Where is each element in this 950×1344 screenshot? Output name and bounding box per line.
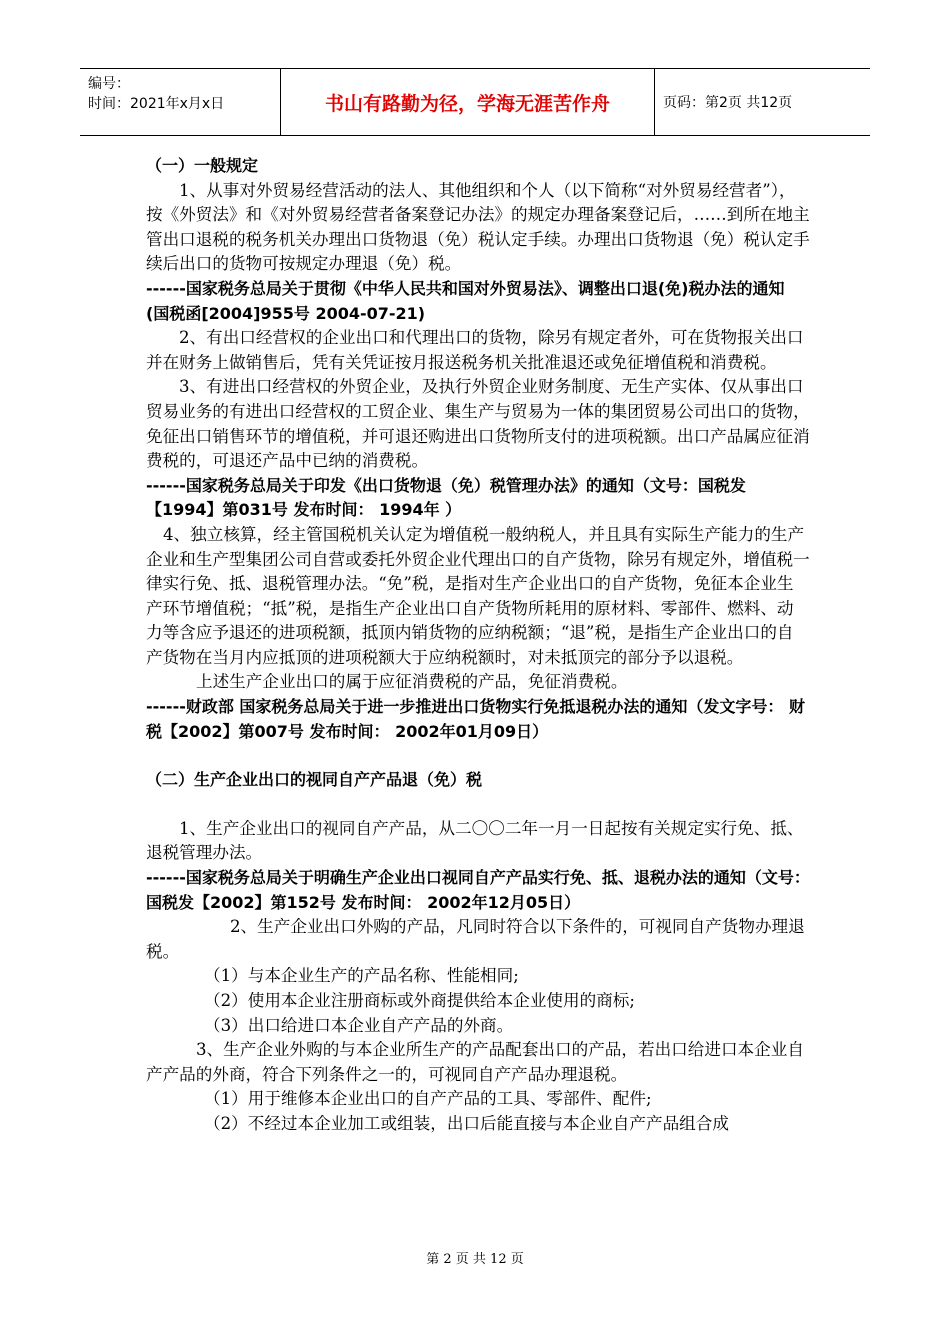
list-item-5: （2）不经过本企业加工或组装，出口后能直接与本企业自产产品组合成 [204,1113,729,1133]
section-heading-general: （一）一般规定 [146,156,259,175]
document-body [146,154,810,1137]
paragraph-7: 2、生产企业出口外购的产品，凡同时符合以下条件的，可视同自产货物办理退税。 [146,917,805,961]
section-heading-deemed-products: （二）生产企业出口的视同自产产品退（免）税 [146,770,483,790]
list-item-4: （1）用于维修本企业出口的自产产品的工具、零部件、配件; [204,1089,652,1109]
paragraph-5: 上述生产企业出口的属于应征消费税的产品，免征消费税。 [196,672,628,692]
header-meta [80,69,280,135]
paragraph-2: 2、有出口经营权的企业出口和代理出口的货物，除另有规定者外，可在货物报关出口并在财务上做销售后，凭有关凭证按月报送税务机关批准退还或免征增值税和消费税。 [146,328,804,372]
paragraph-8: 3、生产企业外购的与本企业所生产的产品配套出口的产品，若出口给进口本企业自产产品的外商，符合下列条件之一的，可视同自产产品办理退税。 [146,1040,804,1084]
source-citation-2: ------国家税务总局关于印发《出口货物退（免）税管理办法》的通知（文号：国税发【1994】第031号 发布时间： 1994年 ） [146,475,746,520]
document-number-label: 编号： [88,76,130,92]
paragraph-4: 4、独立核算，经主管国税机关认定为增值税一般纳税人，并且具有实际生产能力的生产企业和生产型集团公司自营或委托外贸企业代理出口的自产货物，除另有规定外，增值税一律实行免、抵、退税管理办法。“免”税，是指对生产企业出口的自产货物，免征本企业生产环节增值税；“抵”税，是指生产企业出口自产货物所耗用的原材料、零部件、燃料、动力等含应予退还的进项税额，抵顶内销货物的应纳税额；“退”税，是指生产企业出口的自产货物在当月内应抵顶的进项税额大于应纳税额时，对未抵顶完的部分予以退税。 [146,524,810,667]
list-item-3: （3）出口给进口本企业自产产品的外商。 [204,1015,514,1035]
header-page-info: 页码：第2页 共12页 [663,95,793,111]
page-header [80,68,870,136]
spacer [146,793,810,817]
source-citation-3: ------财政部 国家税务总局关于进一步推进出口货物实行免抵退税办法的通知（发文字号： 财税【2002】第007号 发布时间： 2002年01月09日） [146,697,805,741]
list-item-2: （2）使用本企业注册商标或外商提供给本企业使用的商标; [204,991,635,1010]
paragraph-3: 3、有进出口经营权的外贸企业，及执行外贸企业财务制度、无生产实体、仅从事出口贸易业务的有进出口经营权的工贸企业、集生产与贸易为一体的集团贸易公司出口的货物，免征出口销售环节的增值税，并可退还购进出口货物所支付的进项税额。出口产品属应征消费税的，可退还产品中已纳的消费税。 [146,377,810,471]
paragraph-1: 1、从事对外贸易经营活动的法人、其他组织和个人（以下简称“对外贸易经营者”），按《外贸法》和《对外贸易经营者备案登记办法》的规定办理备案登记后，……到所在地主管出口退税的税务机关办理出口货物退（免）税认定手续。办理出口货物退（免）税认定手续后出口的货物可按规定办理退（免）税。 [146,180,810,274]
document-time-label: 时间：2021年x月x日 [88,96,225,112]
source-citation-4: ------国家税务总局关于明确生产企业出口视同自产产品实行免、抵、退税办法的通知（文号： 国税发【2002】第152号 发布时间： 2002年12月05日） [146,868,810,912]
list-item-1: （1）与本企业生产的产品名称、性能相同; [204,966,519,986]
header-motto: 书山有路勤为径，学海无涯苦作舟 [280,69,655,135]
source-citation-1: ------国家税务总局关于贯彻《中华人民共和国对外贸易法》、调整出口退(免)税办法的通知 (国税函[2004]955号 2004-07-21) [146,278,785,323]
page-footer: 第 2 页 共 12 页 [426,1252,524,1267]
spacer [146,744,810,768]
paragraph-6: 1、生产企业出口的视同自产产品，从二〇〇二年一月一日起按有关规定实行免、抵、退税管理办法。 [146,818,804,863]
